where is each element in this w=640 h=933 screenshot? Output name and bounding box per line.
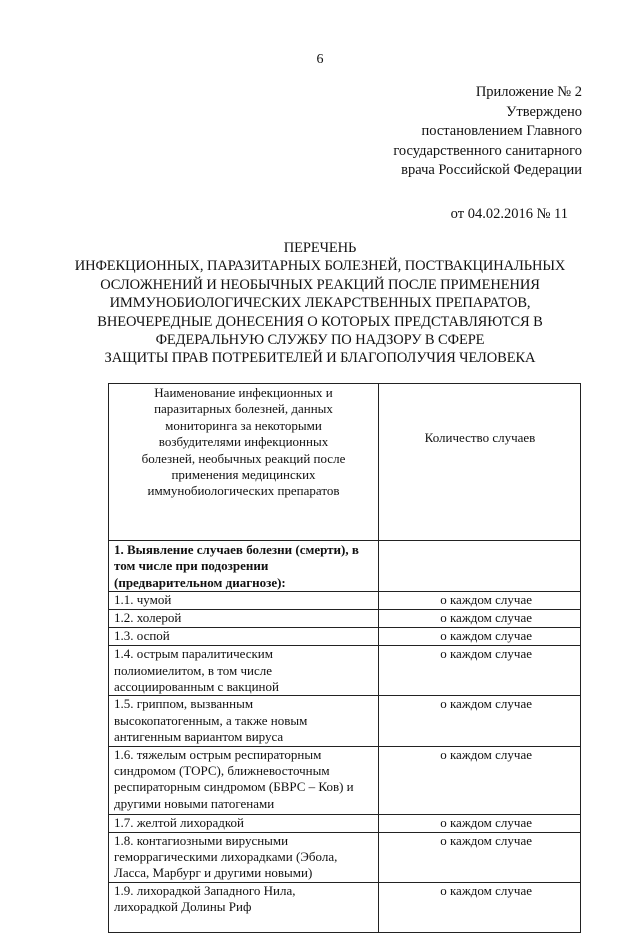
approval-line: государственного санитарного [393, 142, 582, 159]
disease-line: геморрагическими лихорадками (Эбола, [114, 849, 338, 865]
table-row [109, 814, 581, 832]
header-name-line: возбудителями инфекционных [158, 434, 329, 450]
count-cell: о каждом случае [379, 832, 581, 882]
title-line: ВНЕОЧЕРЕДНЫЕ ДОНЕСЕНИЯ О КОТОРЫХ ПРЕДСТАВЛЯЮТСЯ В [97, 313, 543, 330]
section-title-line: 1. Выявление случаев болезни (смерти), в [114, 542, 359, 557]
title-line: ИММУНОБИОЛОГИЧЕСКИХ ЛЕКАРСТВЕННЫХ ПРЕПАРАТОВ, [109, 295, 531, 312]
section-title-line: том числе при подозрении [114, 558, 269, 574]
table-row [109, 628, 581, 646]
disease-line: 1.3. оспой [114, 628, 170, 644]
disease-line: 1.2. холерой [114, 610, 182, 626]
header-name-line: паразитарных болезней, данных [154, 401, 333, 417]
count-cell: о каждом случае [379, 746, 581, 814]
header-name-line: Наименование инфекционных и [154, 385, 333, 400]
disease-cell [109, 592, 379, 610]
count-cell: о каждом случае [379, 814, 581, 832]
table-row [109, 592, 581, 610]
count-cell: о каждом случае [379, 592, 581, 610]
disease-line: 1.4. острым паралитическим [114, 646, 273, 662]
disease-cell [109, 628, 379, 646]
approval-line: постановлением Главного [421, 123, 582, 139]
disease-line: респираторным синдромом (БВРС – Ков) и [114, 779, 354, 795]
appendix-label: Приложение № 2 [475, 84, 582, 100]
header-name-cell [109, 384, 379, 541]
table-row [109, 882, 581, 932]
count-cell: о каждом случае [379, 628, 581, 646]
disease-line: лихорадкой Долины Риф [114, 899, 252, 915]
title-line: ФЕДЕРАЛЬНУЮ СЛУЖБУ ПО НАДЗОРУ В СФЕРЕ [155, 332, 485, 349]
count-cell: о каждом случае [379, 696, 581, 746]
title-line: ОСЛОЖНЕНИЙ И НЕОБЫЧНЫХ РЕАКЦИЙ ПОСЛЕ ПРИМЕНЕНИЯ [100, 276, 540, 293]
count-cell: о каждом случае [379, 610, 581, 628]
disease-line: 1.5. гриппом, вызванным [114, 696, 254, 712]
section-title-cell [109, 541, 379, 592]
disease-cell [109, 882, 379, 932]
disease-line: ассоциированным с вакциной [114, 679, 279, 695]
approved-label: Утверждено [506, 103, 582, 120]
disease-cell [109, 832, 379, 882]
disease-cell [109, 746, 379, 814]
section-row [109, 541, 581, 592]
section-title-line: (предварительном диагнозе): [114, 574, 286, 590]
title-line: ИНФЕКЦИОННЫХ, ПАРАЗИТАРНЫХ БОЛЕЗНЕЙ, ПОСТВАКЦИНАЛЬНЫХ [74, 258, 566, 275]
approval-block [393, 83, 582, 181]
header-name-line: болезней, необычных реакций после [141, 450, 346, 466]
document-title [0, 239, 640, 368]
approval-line: врача Российской Федерации [401, 162, 582, 178]
table-row [109, 646, 581, 696]
header-name-line: применения медицинских [171, 467, 316, 483]
disease-cell [109, 610, 379, 628]
disease-list-table [108, 383, 581, 933]
table-header-row [109, 384, 581, 541]
disease-line: 1.9. лихорадкой Западного Нила, [114, 882, 296, 898]
section-count-cell [379, 541, 581, 592]
disease-line: 1.1. чумой [114, 592, 172, 608]
disease-cell [109, 646, 379, 696]
disease-line: полиомиелитом, в том числе [114, 662, 273, 678]
table-row [109, 746, 581, 814]
table-row [109, 832, 581, 882]
table-row [109, 696, 581, 746]
disease-cell [109, 814, 379, 832]
disease-line: Ласса, Марбург и другими новыми) [114, 865, 313, 881]
disease-line: 1.7. желтой лихорадкой [114, 814, 244, 830]
disease-cell [109, 696, 379, 746]
table-row [109, 610, 581, 628]
disease-line: 1.6. тяжелым острым респираторным [114, 746, 322, 762]
header-name-line: мониторинга за некоторыми [165, 417, 322, 433]
header-count-cell: Количество случаев [379, 384, 581, 541]
title-line: ЗАЩИТЫ ПРАВ ПОТРЕБИТЕЛЕЙ И БЛАГОПОЛУЧИЯ ЧЕЛОВЕКА [104, 350, 536, 367]
header-name-line: иммунобиологических препаратов [147, 483, 340, 499]
disease-line: высокопатогенным, а также новым [114, 712, 308, 728]
disease-line: другими новыми патогенами [114, 795, 275, 811]
decree-date-number: от 04.02.2016 № 11 [450, 206, 568, 222]
disease-line: 1.8. контагиозными вирусными [114, 832, 289, 848]
disease-line: синдромом (ТОРС), ближневосточным [114, 763, 330, 779]
count-cell: о каждом случае [379, 882, 581, 932]
disease-line: антигенным вариантом вируса [114, 729, 284, 745]
count-cell: о каждом случае [379, 646, 581, 696]
page-number: 6 [316, 52, 324, 67]
title-line: ПЕРЕЧЕНЬ [283, 240, 357, 256]
